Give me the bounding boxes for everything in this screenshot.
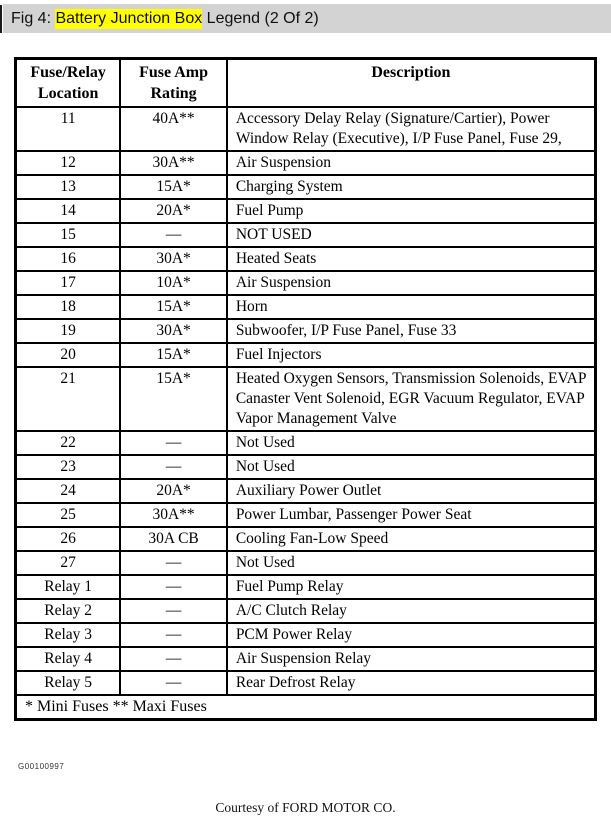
amp-rating-cell: 15A*: [120, 343, 227, 367]
amp-rating-cell: —: [120, 623, 227, 647]
fuse-location-cell: 19: [16, 319, 121, 343]
description-cell: Cooling Fan-Low Speed: [227, 527, 596, 551]
document-code: G00100997: [18, 762, 65, 771]
table-row: [16, 319, 596, 343]
fuse-location-cell: Relay 2: [16, 599, 121, 623]
fuse-location-cell: 17: [16, 271, 121, 295]
amp-rating-cell: —: [120, 431, 227, 455]
table-header: [16, 59, 596, 108]
description-cell: NOT USED: [227, 223, 596, 247]
fuse-location-cell: 11: [16, 107, 121, 151]
fuse-location-cell: 15: [16, 223, 121, 247]
figure-title-bar: [3, 4, 611, 33]
table-row: [16, 527, 596, 551]
description-cell: Not Used: [227, 455, 596, 479]
amp-rating-cell: 30A*: [120, 319, 227, 343]
amp-rating-cell: 30A**: [120, 503, 227, 527]
fuse-location-cell: Relay 4: [16, 647, 121, 671]
table-row: [16, 647, 596, 671]
table-row: [16, 671, 596, 695]
description-cell: Air Suspension: [227, 151, 596, 175]
fuse-location-cell: 18: [16, 295, 121, 319]
table-row: [16, 431, 596, 455]
amp-rating-cell: 10A*: [120, 271, 227, 295]
description-cell: Rear Defrost Relay: [227, 671, 596, 695]
footnote-row: [16, 695, 596, 720]
amp-rating-cell: 15A*: [120, 295, 227, 319]
amp-rating-cell: —: [120, 575, 227, 599]
description-cell: PCM Power Relay: [227, 623, 596, 647]
figure-title-highlight: Battery Junction Box: [55, 9, 203, 27]
table-row: [16, 455, 596, 479]
amp-rating-cell: —: [120, 223, 227, 247]
amp-rating-cell: —: [120, 599, 227, 623]
table-row: [16, 599, 596, 623]
fuse-location-cell: 13: [16, 175, 121, 199]
amp-rating-cell: —: [120, 647, 227, 671]
table-row: [16, 295, 596, 319]
column-header-rating: Fuse Amp Rating: [120, 59, 227, 108]
table-row: [16, 199, 596, 223]
table-row: [16, 223, 596, 247]
table-row: [16, 343, 596, 367]
table-row: [16, 271, 596, 295]
amp-rating-cell: 20A*: [120, 479, 227, 503]
description-cell: Fuel Pump: [227, 199, 596, 223]
fuse-location-cell: 16: [16, 247, 121, 271]
table-row: [16, 551, 596, 575]
footnote-text: * Mini Fuses ** Maxi Fuses: [16, 695, 596, 720]
description-cell: A/C Clutch Relay: [227, 599, 596, 623]
fuse-location-cell: 22: [16, 431, 121, 455]
table-header-row: [16, 59, 596, 108]
amp-rating-cell: 15A*: [120, 175, 227, 199]
amp-rating-cell: —: [120, 671, 227, 695]
table-row: [16, 175, 596, 199]
figure-title-suffix: Legend (2 Of 2): [202, 9, 319, 27]
fuse-location-cell: 14: [16, 199, 121, 223]
amp-rating-cell: —: [120, 551, 227, 575]
table-row: [16, 107, 596, 151]
description-cell: Subwoofer, I/P Fuse Panel, Fuse 33: [227, 319, 596, 343]
description-cell: Not Used: [227, 551, 596, 575]
description-cell: Power Lumbar, Passenger Power Seat: [227, 503, 596, 527]
description-cell: Auxiliary Power Outlet: [227, 479, 596, 503]
description-cell: Air Suspension Relay: [227, 647, 596, 671]
fuse-location-cell: Relay 5: [16, 671, 121, 695]
amp-rating-cell: —: [120, 455, 227, 479]
amp-rating-cell: 15A*: [120, 367, 227, 431]
description-cell: Fuel Injectors: [227, 343, 596, 367]
table-row: [16, 479, 596, 503]
fuse-location-cell: Relay 1: [16, 575, 121, 599]
description-cell: Fuel Pump Relay: [227, 575, 596, 599]
description-cell: Accessory Delay Relay (Signature/Cartier), Power Window Relay (Executive), I/P Fuse Panel, Fuse 29,: [227, 107, 596, 151]
fuse-location-cell: 12: [16, 151, 121, 175]
amp-rating-cell: 40A**: [120, 107, 227, 151]
fuse-location-cell: Relay 3: [16, 623, 121, 647]
table-row: [16, 367, 596, 431]
fuse-location-cell: 25: [16, 503, 121, 527]
table-footer: [16, 695, 596, 720]
table-row: [16, 623, 596, 647]
table-row: [16, 151, 596, 175]
table-row: [16, 503, 596, 527]
fuse-location-cell: 27: [16, 551, 121, 575]
fuse-location-cell: 23: [16, 455, 121, 479]
description-cell: Heated Oxygen Sensors, Transmission Solenoids, EVAP Canaster Vent Solenoid, EGR Vacuum Regulator, EVAP Vapor Management Valve: [227, 367, 596, 431]
fuse-location-cell: 26: [16, 527, 121, 551]
amp-rating-cell: 30A CB: [120, 527, 227, 551]
column-header-location: Fuse/Relay Location: [16, 59, 121, 108]
fuse-location-cell: 20: [16, 343, 121, 367]
description-cell: Not Used: [227, 431, 596, 455]
description-cell: Air Suspension: [227, 271, 596, 295]
table-row: [16, 575, 596, 599]
figure-title-prefix: Fig 4:: [11, 9, 56, 27]
fuse-legend-table: [14, 57, 597, 721]
amp-rating-cell: 30A*: [120, 247, 227, 271]
fuse-location-cell: 21: [16, 367, 121, 431]
column-header-description: Description: [227, 59, 596, 108]
description-cell: Heated Seats: [227, 247, 596, 271]
description-cell: Horn: [227, 295, 596, 319]
amp-rating-cell: 30A**: [120, 151, 227, 175]
fuse-table-body: [16, 107, 596, 695]
courtesy-text: Courtesy of FORD MOTOR CO.: [215, 800, 396, 815]
description-cell: Charging System: [227, 175, 596, 199]
page-edge-artifact: [0, 5, 2, 33]
amp-rating-cell: 20A*: [120, 199, 227, 223]
table-row: [16, 247, 596, 271]
fuse-location-cell: 24: [16, 479, 121, 503]
